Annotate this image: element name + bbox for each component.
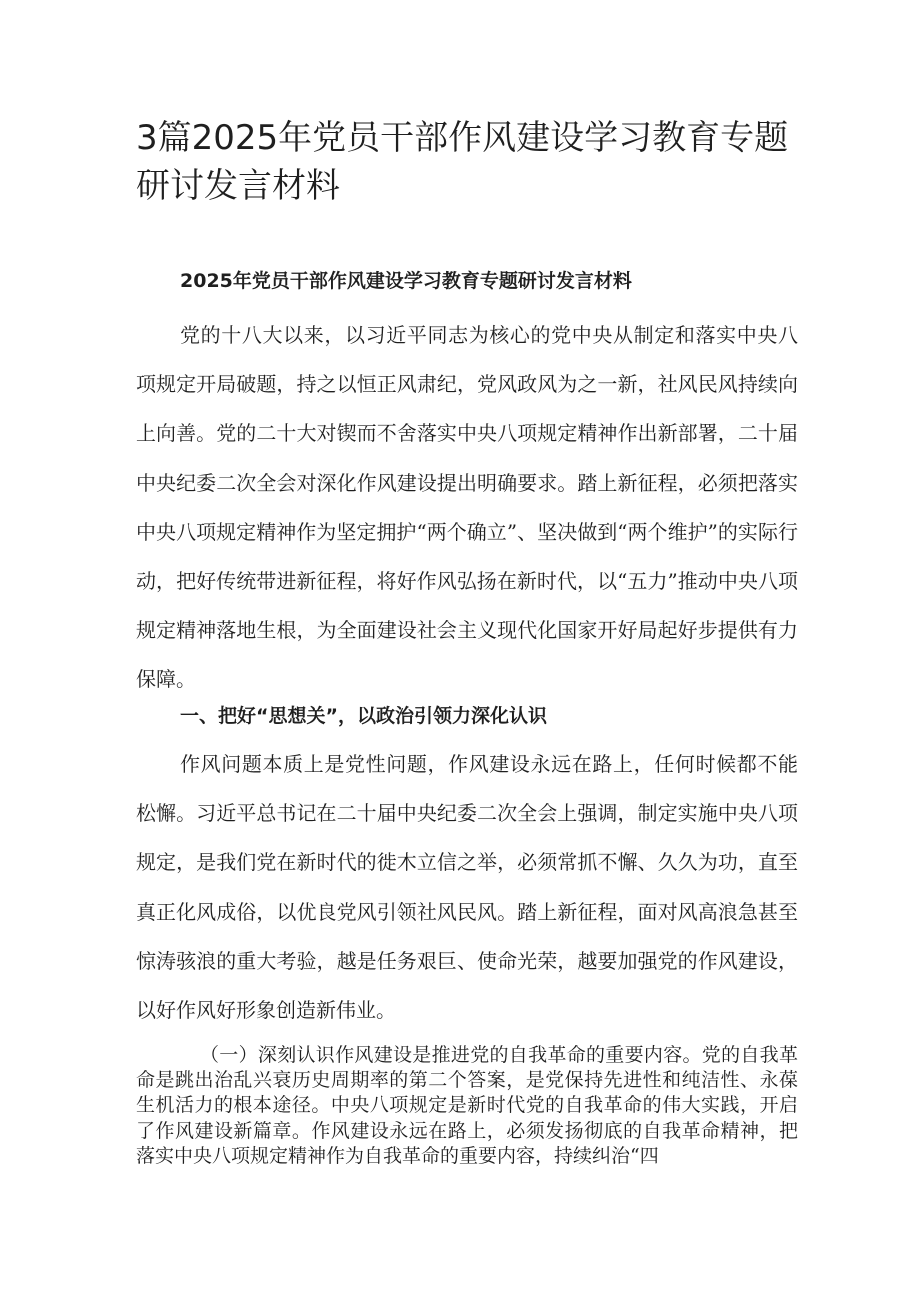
document-subtitle: 2025年党员干部作风建设学习教育专题研讨发言材料 — [180, 270, 632, 292]
intro-paragraph: 党的十八大以来，以习近平同志为核心的党中央从制定和落实中央八项规定开局破题，持之以恒正风肃纪，党风政风为之一新，社风民风持续向上向善。党的二十大对锲而不舍落实中央八项规定精神作出新部署，二十届中央纪委二次全会对深化作风建设提出明确要求。踏上新征程，必须把落实中央八项规定精神作为坚定拥护“两个确立”、坚决做到“两个维护”的实际行动，把好传统带进新征程，将好作风弘扬在新时代，以“五力”推动中央八项规定精神落地生根，为全面建设社会主义现代化国家开好局起好步提供有力保障。 — [136, 323, 798, 692]
document-title: 3篇2025年党员干部作风建设学习教育专题研讨发言材料 — [136, 118, 789, 206]
section-1-paragraph: 作风问题本质上是党性问题，作风建设永远在路上，任何时候都不能松懈。习近平总书记在二十届中央纪委二次全会上强调，制定实施中央八项规定，是我们党在新时代的徙木立信之举，必须常抓不懈、久久为功，直至真正化风成俗，以优良党风引领社风民风。踏上新征程，面对风高浪急甚至惊涛骇浪的重大考验，越是任务艰巨、使命光荣，越要加强党的作风建设，以好作风好形象创造新伟业。 — [136, 752, 798, 1023]
subsection-1-paragraph: （一）深刻认识作风建设是推进党的自我革命的重要内容。党的自我革命是跳出治乱兴衰历史周期率的第二个答案，是党保持先进性和纯洁性、永葆生机活力的根本途径。中央八项规定是新时代党的自我革命的伟大实践，开启了作风建设新篇章。作风建设永远在路上，必须发扬彻底的自我革命精神，把落实中央八项规定精神作为自我革命的重要内容，持续纠治“四 — [136, 1044, 798, 1167]
section-heading-1: 一、把好“思想关”，以政治引领力深化认识 — [180, 705, 547, 727]
